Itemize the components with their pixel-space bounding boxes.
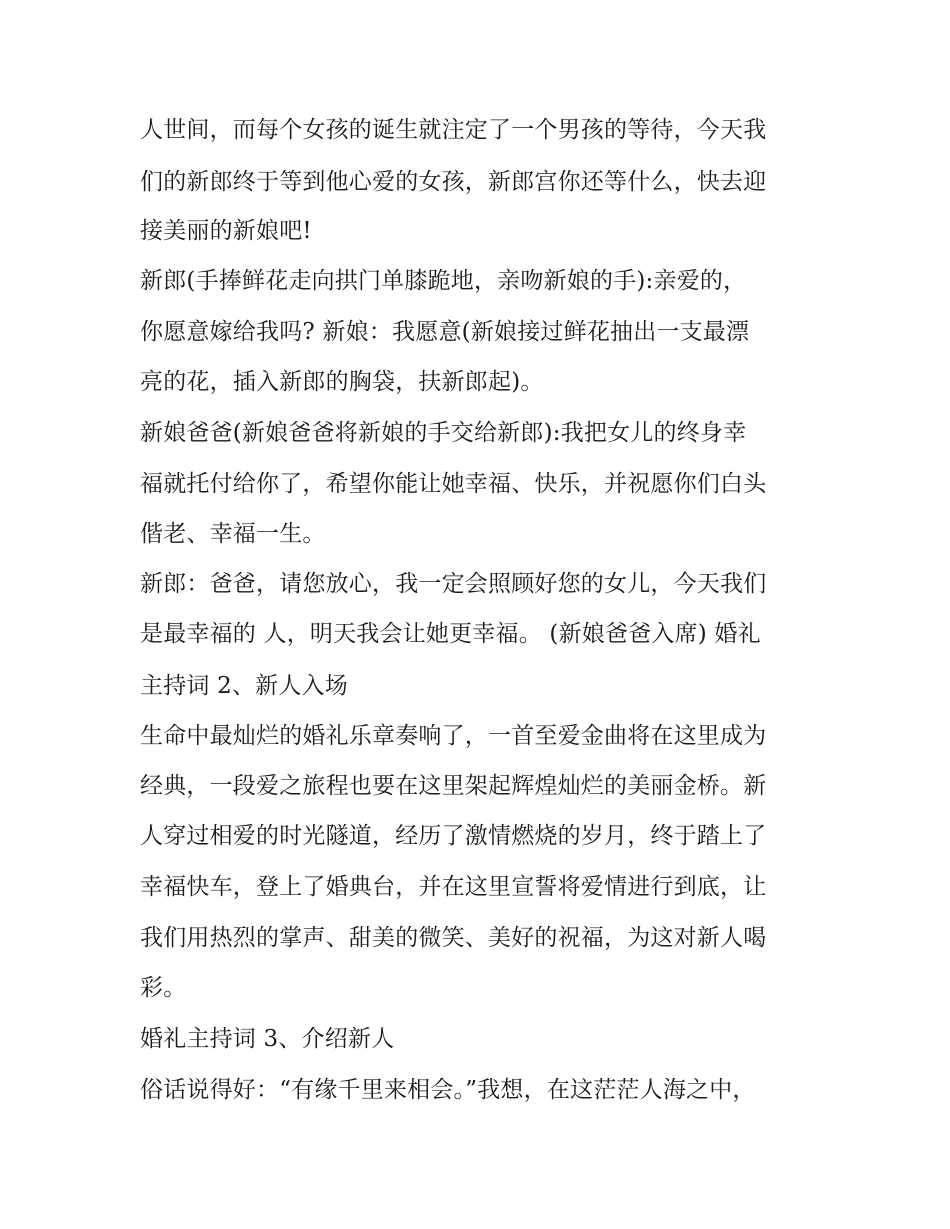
text-line: 你愿意嫁给我吗? 新娘：我愿意(新娘接过鲜花抽出一支最漂 xyxy=(140,319,750,345)
text-line: 新娘爸爸(新娘爸爸将新娘的手交给新郎):我把女儿的终身幸 xyxy=(140,420,747,446)
text-line: 我们用热烈的掌声、甜美的微笑、美好的祝福，为这对新人喝 xyxy=(140,925,767,951)
text-line: 经典，一段爱之旅程也要在这里架起辉煌灿烂的美丽金桥。新 xyxy=(140,773,767,799)
text-line: 人世间，而每个女孩的诞生就注定了一个男孩的等待，今天我 xyxy=(140,117,767,143)
text-line: 彩。 xyxy=(140,975,187,1001)
text-line: 们的新郎终于等到他心爱的女孩，新郎宫你还等什么，快去迎 xyxy=(140,169,767,195)
section-heading: 婚礼主持词 3、介绍新人 xyxy=(140,1026,395,1052)
text-line: 福就托付给你了，希望你能让她幸福、快乐，并祝愿你们白头 xyxy=(140,471,767,497)
text-line: 新郎：爸爸，请您放心，我一定会照顾好您的女儿，今天我们 xyxy=(140,571,767,597)
text-line: 主持词 2、新人入场 xyxy=(140,673,348,699)
text-line: 是最幸福的 人，明天我会让她更幸福。 (新娘爸爸入席) 婚礼 xyxy=(140,621,761,647)
text-line: 俗话说得好：“有缘千里来相会。”我想，在这茫茫人海之中， xyxy=(140,1077,756,1103)
text-line: 幸福快车，登上了婚典台，并在这里宣誓将爱情进行到底，让 xyxy=(140,874,767,900)
text-line: 接美丽的新娘吧! xyxy=(140,218,312,244)
text-line: 偕老、幸福一生。 xyxy=(140,521,326,547)
text-line: 人穿过相爱的时光隧道，经历了激情燃烧的岁月，终于踏上了 xyxy=(140,823,767,849)
text-line: 亮的花，插入新郎的胸袋，扶新郎起)。 xyxy=(140,369,544,395)
text-line: 生命中最灿烂的婚礼乐章奏响了，一首至爱金曲将在这里成为 xyxy=(140,723,767,749)
text-line: 新郎(手捧鲜花走向拱门单膝跪地，亲吻新娘的手):亲爱的， xyxy=(140,268,747,294)
